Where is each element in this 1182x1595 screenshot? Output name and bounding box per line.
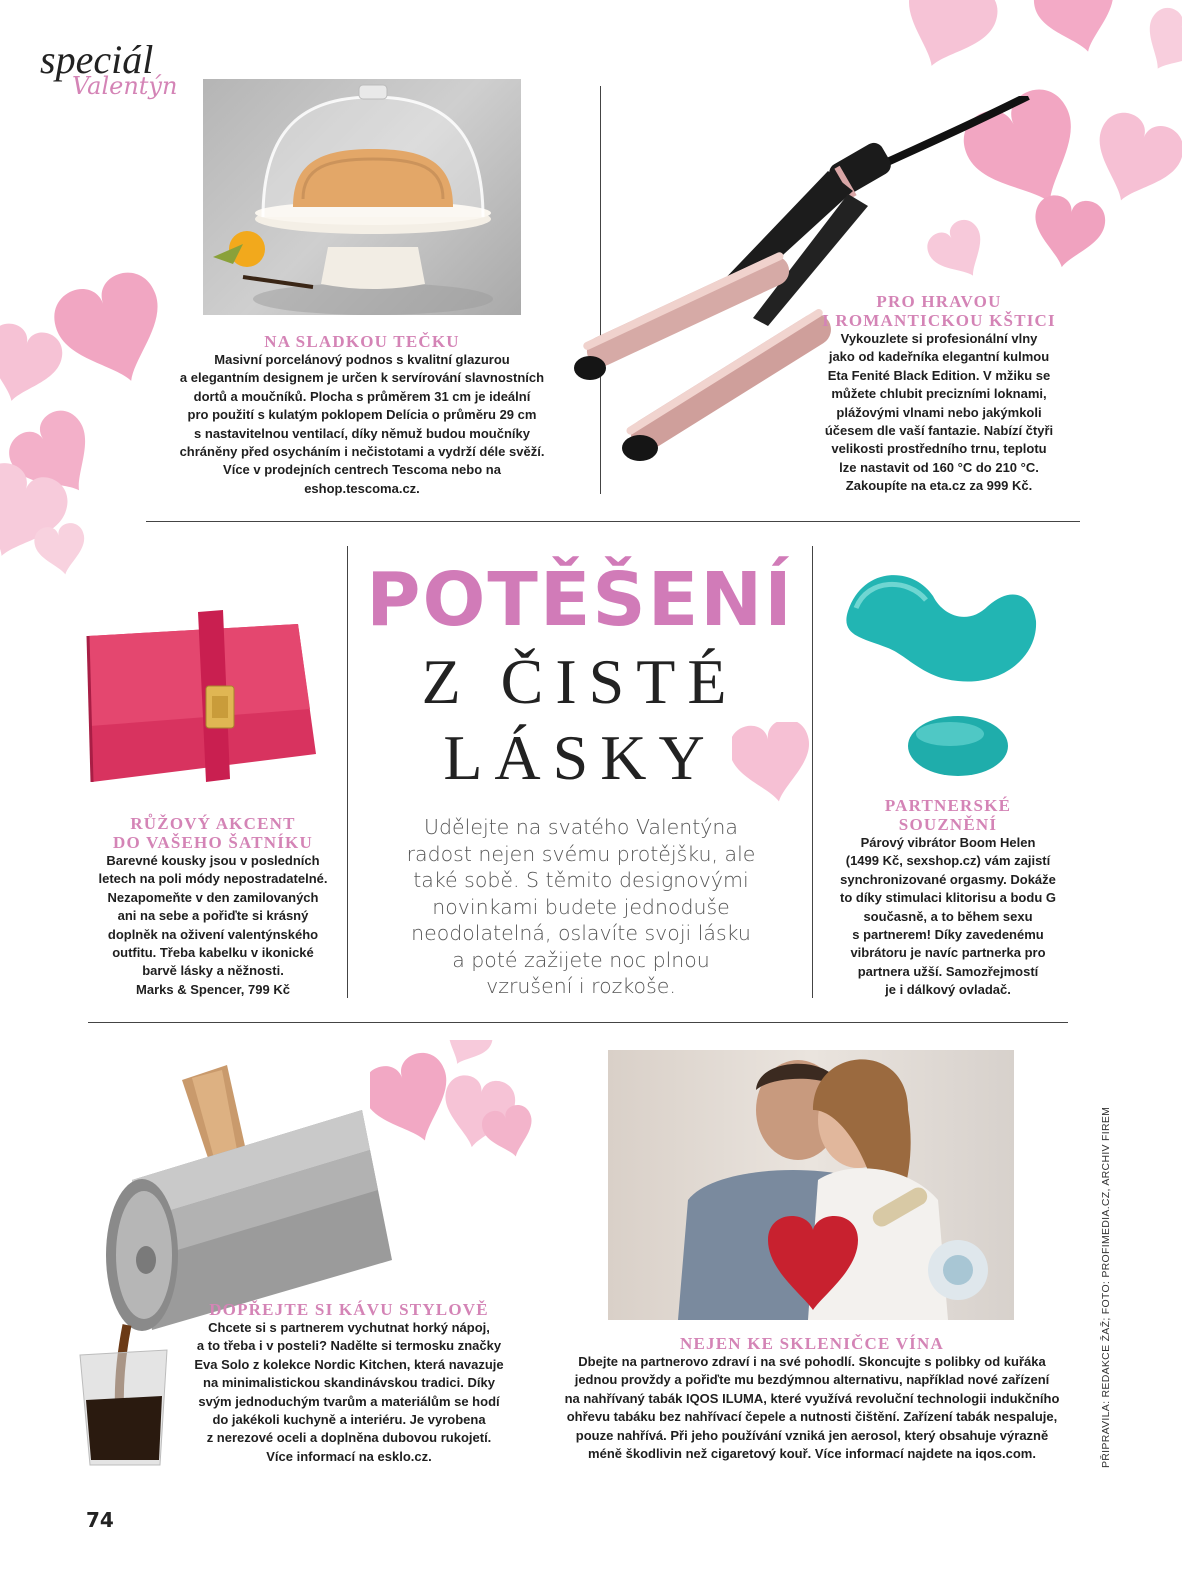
body-line: méně škodlivin než cigaretový kouř. Více informací najdete na iqos.com. (588, 1446, 1036, 1462)
body-line: jako od kadeřníka elegantní kulmou (828, 349, 1050, 365)
body-line: Více informací na esklo.cz. (266, 1448, 432, 1464)
page-number: 74 (86, 1508, 114, 1532)
body-line: účesem dle vaší fantazie. Nabízí čtyři (824, 423, 1054, 439)
body-line: letech na poli módy nepostradatelné. (98, 871, 328, 887)
item-body (172, 1319, 526, 1466)
body-line: na nahřívaný tabák IQOS ILUMA, které využívá revoluční technologii indukčního (564, 1390, 1060, 1406)
heading-line: NA SLADKOU TEČKU (264, 332, 460, 351)
body-line: Více v prodejních centrech Tescoma nebo na (223, 462, 501, 478)
intro-text (356, 814, 806, 1000)
body-line: na minimalistickou skandinávskou tradici. Díky (203, 1375, 495, 1391)
title-line-3: LÁSKY (443, 722, 717, 793)
subsection-label: Valentýn (72, 72, 178, 100)
heading-line: PARTNERSKÉ (884, 796, 1012, 815)
body-line: Párový vibrátor Boom Helen (860, 835, 1036, 850)
body-line: ani na sebe a pořiďte si krásný (117, 908, 309, 924)
body-line: z nerezové oceli a doplněna dubovou rukojetí. (206, 1430, 492, 1446)
intro-line: a poté zažijete noc plnou (452, 947, 710, 972)
body-line: můžete chlubit precizními loknami, (831, 386, 1047, 402)
body-line: Masivní porcelánový podnos s kvalitní glazurou (214, 352, 510, 367)
body-line: chráněny před osycháním i nečistotami a vydrží déle svěží. (179, 444, 545, 460)
heading-line: DOPŘEJTE SI KÁVU STYLOVĚ (209, 1300, 489, 1319)
item-body (168, 351, 556, 498)
body-line: vibrátoru je navíc partnerka pro (850, 945, 1046, 961)
intro-line: vzrušení i rozkoše. (486, 974, 676, 998)
intro-line: radost nejen svému protějšku, ale (406, 841, 756, 866)
item-curling-iron (808, 292, 1070, 496)
item-heading (80, 814, 346, 852)
body-line: Marks & Spencer, 799 Kč (136, 981, 290, 997)
item-body (540, 1353, 1084, 1463)
body-line: svým jednoduchým tvarům a materiálům se hodí (198, 1393, 500, 1409)
vertical-divider-mid-left (347, 546, 348, 998)
item-cake-stand (168, 332, 556, 498)
heading-line: SOUZNĚNÍ (898, 815, 998, 834)
item-vibrator (826, 796, 1070, 1000)
body-line: Chcete si s partnerem vychutnat horký nápoj, (208, 1320, 490, 1335)
heading-line: DO VAŠEHO ŠATNÍKU (113, 833, 313, 852)
body-line: Vykouzlete si profesionální vlny (840, 331, 1038, 346)
item-body (80, 852, 346, 999)
title-main: POTĚŠENÍ (366, 557, 794, 643)
cake-stand-photo (203, 79, 521, 315)
item-thermos (172, 1300, 526, 1466)
body-line: Zakoupíte na eta.cz za 999 Kč. (845, 478, 1033, 494)
intro-line: Udělejte na svatého Valentýna (424, 815, 738, 839)
body-line: ohřevu tabáku bez nahřívací čepele a nutnosti čištění. Zařízení tabák nespaluje, (566, 1409, 1058, 1425)
photo-credit: PŘIPRAVILA: REDAKCE ŽAŽ; FOTO: PROFIMEDIA.CZ, ARCHIV FIREM (1100, 1106, 1112, 1468)
section-label: speciál (40, 37, 154, 82)
body-line: jednou provždy a pořiďte mu bezdýmnou alternativu, například nové zařízení (574, 1372, 1050, 1388)
body-line: plážovými vlnami nebo jakýmkoli (836, 404, 1042, 420)
photo-credit-wrapper (1099, 1106, 1113, 1468)
vertical-divider-mid-right (812, 546, 813, 998)
body-line: Nezapomeňte v den zamilovaných (107, 889, 319, 905)
item-heading (540, 1334, 1084, 1353)
body-line: eshop.tescoma.cz. (304, 480, 420, 496)
item-heading (808, 292, 1070, 330)
intro-line: také sobě. S těmito designovými (413, 868, 749, 892)
item-heading (168, 332, 556, 351)
heading-line: RŮŽOVÝ AKCENT (130, 814, 296, 833)
body-line: to díky stimulaci klitorisu a bodu G (840, 890, 1056, 906)
item-body (808, 330, 1070, 496)
body-line: do jakékoli kuchyně a interiéru. Je vyrobena (212, 1412, 486, 1428)
horizontal-divider-bottom (88, 1022, 1068, 1023)
body-line: barvě lásky a něžnosti. (142, 963, 284, 979)
intro-line: neodolatelná, oslavíte svoji lásku (411, 921, 751, 945)
pink-handbag-photo (78, 604, 328, 784)
horizontal-divider-top (146, 521, 1080, 522)
heading-line: NEJEN KE SKLENIČCE VÍNA (680, 1334, 944, 1353)
title-block (360, 557, 800, 796)
section-header (40, 38, 177, 100)
vibrator-photo (838, 556, 1042, 790)
body-line: s nastavitelnou ventilací, díky němuž budou moučníky (194, 425, 530, 441)
body-line: outfitu. Třeba kabelku v ikonické (112, 945, 314, 961)
body-line: pouze nahřívá. Při jeho používání vzniká jen aerosol, který obsahuje výrazně (575, 1427, 1049, 1443)
body-line: a elegantním designem je určen k servírování slavnostních (179, 370, 545, 386)
item-body (826, 834, 1070, 1000)
item-heading (172, 1300, 526, 1319)
intro-line: novinkami budete jednoduše (432, 894, 730, 919)
body-line: (1499 Kč, sexshop.cz) vám zajistí (845, 853, 1051, 869)
body-line: současně, a to během sexu (863, 908, 1033, 924)
body-line: doplněk na oživení valentýnského (107, 926, 319, 942)
body-line: dortů a moučníků. Plocha s průměrem 31 cm je ideální (193, 388, 531, 404)
body-line: Eta Fenité Black Edition. V mžiku se (827, 367, 1051, 383)
item-heading (826, 796, 1070, 834)
body-line: lze nastavit od 160 °C do 210 °C. (839, 459, 1039, 475)
body-line: Barevné kousky jsou v posledních (106, 853, 320, 868)
body-line: a to třeba i v posteli? Nadělte si termosku značky (196, 1338, 502, 1354)
couple-photo (608, 1050, 1014, 1320)
item-handbag (80, 814, 346, 999)
body-line: Dbejte na partnerovo zdraví i na své pohodlí. Skoncujte s polibky od kuřáka (578, 1354, 1046, 1369)
heading-line: I ROMANTICKOU KŠTICI (822, 311, 1056, 330)
body-line: Eva Solo z kolekce Nordic Kitchen, která navazuje (194, 1356, 504, 1372)
body-line: partnera užší. Samozřejmostí (857, 963, 1039, 979)
body-line: s partnerem! Díky zavedenému (852, 927, 1044, 943)
body-line: synchronizované orgasmy. Dokáže (840, 871, 1056, 887)
body-line: je i dálkový ovladač. (885, 982, 1011, 998)
item-iqos (540, 1334, 1084, 1463)
body-line: pro použití s kulatým poklopem Delícia o průměru 29 cm (187, 407, 537, 423)
title-line-2: Z ČISTÉ (421, 646, 739, 717)
heading-line: PRO HRAVOU (876, 292, 1002, 311)
body-line: velikosti prostředního trnu, teplotu (831, 441, 1047, 457)
